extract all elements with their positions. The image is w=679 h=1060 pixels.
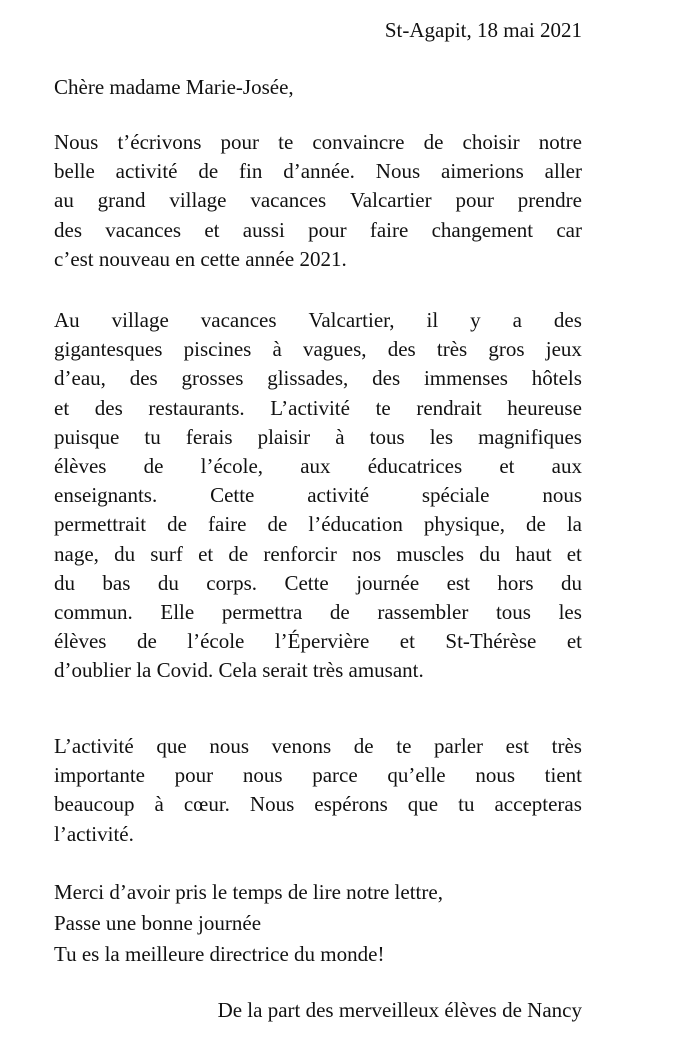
closing-line-2: Passe une bonne journée: [54, 911, 262, 935]
paragraph-line: d’oublier la Covid. Cela serait très amusant.: [54, 658, 424, 683]
salutation: Chère madame Marie-Josée,: [54, 75, 294, 99]
paragraph-line: nage, du surf et de renforcir nos muscles du haut et: [54, 541, 582, 566]
paragraph-line: Nous t’écrivons pour te convaincre de choisir notre: [54, 130, 582, 154]
paragraph-3: [54, 732, 582, 849]
paragraph-line: permettrait de faire de l’éducation physique, de la: [54, 512, 582, 537]
signature: De la part des merveilleux élèves de Nancy: [217, 998, 582, 1022]
paragraph-line: gigantesques piscines à vagues, des très gros jeux: [54, 337, 582, 362]
paragraph-line: des vacances et aussi pour faire changement car: [54, 217, 582, 242]
paragraph-2: [54, 306, 582, 685]
paragraph-line: du bas du corps. Cette journée est hors du: [54, 570, 582, 595]
paragraph-line: L’activité que nous venons de te parler est très: [54, 734, 582, 758]
letter-date: St-Agapit, 18 mai 2021: [384, 18, 582, 42]
paragraph-line: élèves de l’école l’Épervière et St-Thérèse et: [54, 629, 582, 654]
paragraph-line: au grand village vacances Valcartier pour prendre: [54, 188, 582, 213]
paragraph-line: et des restaurants. L’activité te rendrait heureuse: [54, 395, 582, 420]
paragraph-line: importante pour nous parce qu’elle nous tient: [54, 763, 582, 788]
paragraph-line: puisque tu ferais plaisir à tous les magnifiques: [54, 424, 582, 449]
paragraph-line: c’est nouveau en cette année 2021.: [54, 246, 347, 271]
paragraph-1: [54, 128, 582, 274]
paragraph-line: d’eau, des grosses glissades, des immenses hôtels: [54, 366, 582, 391]
paragraph-line: l’activité.: [54, 821, 134, 846]
paragraph-line: beaucoup à cœur. Nous espérons que tu accepteras: [54, 792, 582, 817]
paragraph-line: belle activité de fin d’année. Nous aimerions aller: [54, 159, 582, 184]
closing-line-3: Tu es la meilleure directrice du monde!: [54, 942, 385, 966]
paragraph-line: Au village vacances Valcartier, il y a des: [54, 308, 582, 332]
closing-line-1: Merci d’avoir pris le temps de lire notre lettre,: [54, 880, 443, 904]
paragraph-line: enseignants. Cette activité spéciale nous: [54, 483, 582, 508]
closing: [54, 877, 443, 970]
paragraph-line: commun. Elle permettra de rassembler tous les: [54, 599, 582, 624]
paragraph-line: élèves de l’école, aux éducatrices et aux: [54, 453, 582, 478]
